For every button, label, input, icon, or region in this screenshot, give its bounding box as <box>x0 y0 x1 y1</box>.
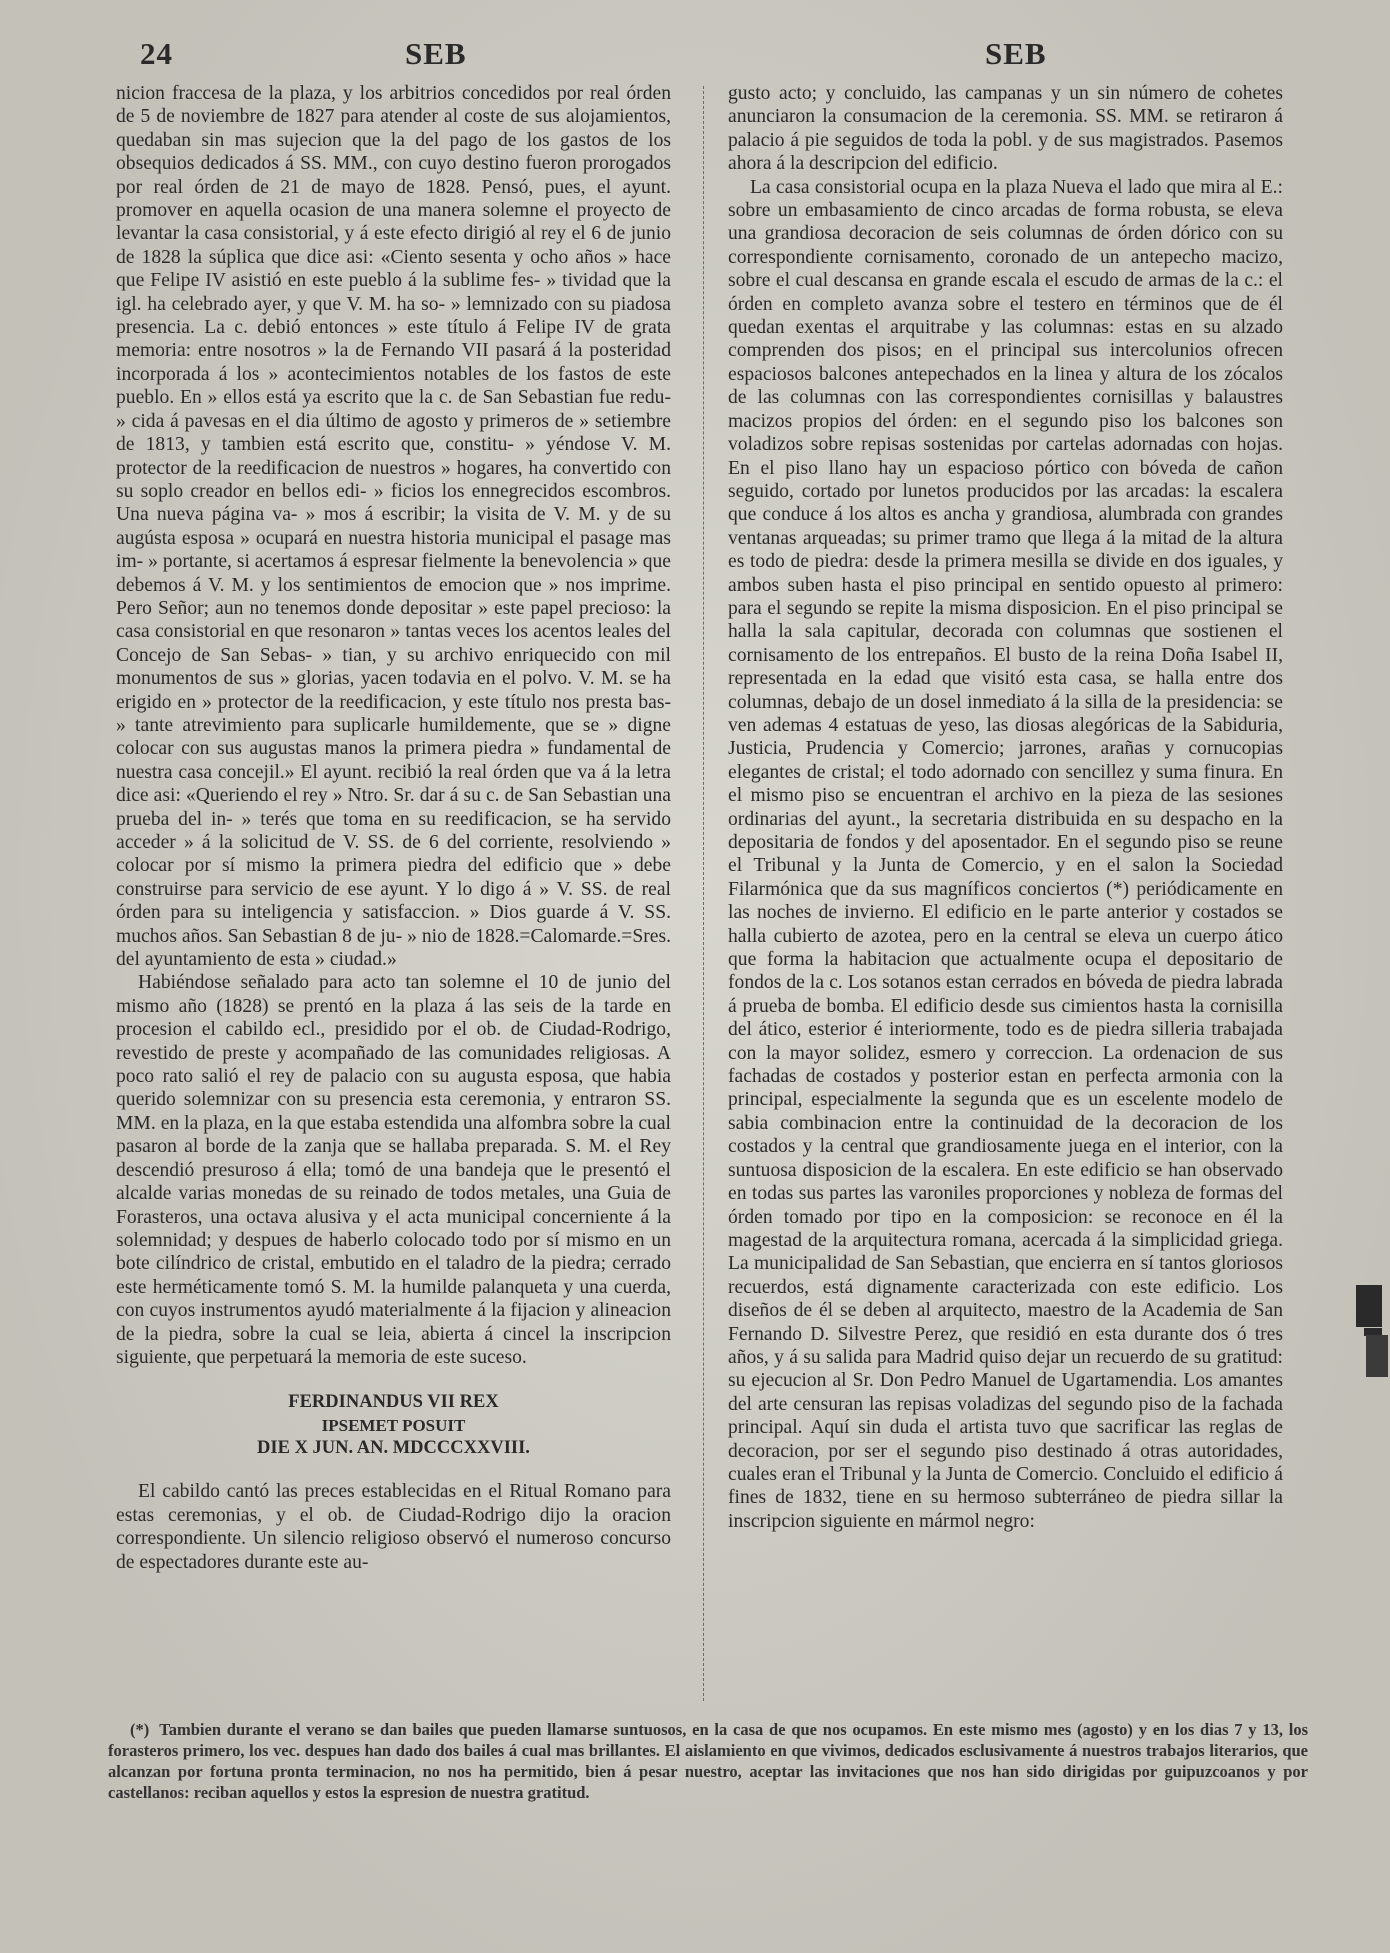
column-divider <box>703 86 704 1701</box>
left-paragraph-3: El cabildo cantó las preces establecidas en el Ritual Romano para estas ceremonias, y el ob. de Ciudad-Rodrigo dijo la oracion correspondiente. Un silencio religioso observó el numeroso concurso de espectadores durante este au- <box>116 1481 671 1573</box>
right-paragraph-1: gusto acto; y concluido, las campanas y un sin número de cohetes anunciaron la consumacion de la ceremonia. SS. MM. se retiraron á palacio á pie seguidos de toda la pobl. y de sus magistrados. Pasemos ahora á la descripcion del edificio. <box>728 83 1283 175</box>
right-paragraph-2: La casa consistorial ocupa en la plaza Nueva el lado que mira al E.: sobre un embasamiento de cinco arcadas de forma robusta, se eleva una grandiosa decoracion de seis columnas de órden dórico con su correspondiente cornisamento, coronado de un antepecho macizo, sobre el cual descansa en grande escala el escudo de armas de la c.: el órden en completo avanza sobre el testero en términos que de él quedan exentas el arquitrabe y las columnas: estas en su alzado comprenden dos pisos; en el principal sus intercolunios ofrecen espaciosos balcones antepechados en la linea y altura de los zócalos de las columnas con las correspondientes cornisillas y balaustres macizos propios del órden: en el segundo piso los balcones son voladizos sobre repisas sostenidas por cartelas adornadas con hojas. En el piso llano hay un espacioso pórtico con bóveda de cañon seguido, cortado por lunetos producidos por las arcadas: la escalera que conduce á los altos es ancha y grandiosa, alumbrada con grandes ventanas arqueadas; su primer tramo que llega á la mitad de la altura es todo de piedra: desde la primera mesilla se divide en dos iguales, y ambos suben hasta el piso principal en sentido opuesto al primero: para el segundo se repite la misma disposicion. En el piso principal se halla la sala capitular, decorada con columnas que sostienen el cornisamento de los entrepaños. El busto de la reina Doña Isabel II, representada en la edad que visitó esta casa, se halla entre dos columnas, debajo de un dosel inmediato á la silla de la presidencia: se ven ademas 4 estatuas de yeso, las diosas alegóricas de la Sabiduria, Justicia, Prudencia y Comercio; jarrones, arañas y cornucopias elegantes de cristal; el todo adornado con sencillez y suma finura. En el mismo piso se encuentran el archivo en la pieza de las sesiones ordinarias del ayunt., la secretaria distribuida en su despacho en la depositaria de fondos y del aposentador. En el segundo piso se reune el Tribunal y la Junta de Comercio, y en el salon la Sociedad Filarmónica que da sus magníficos conciertos (*) periódicamente en las noches de invierno. El edificio en le parte anterior y costados se halla cubierto de azotea, pero en la central se eleva un cuerpo ático que forma la habitacion que actualmente ocupa el depositario de fondos de la c. Los sotanos estan cerrados en bóveda de piedra labrada á prueba de bomba. El edificio desde sus cimientos hasta la cornisilla del ático, esterior é interiormente, todo es de piedra silleria trabajada con la mayor solidez, esmero y correccion. La ordenacion de sus fachadas de costados y posterior estan en perfecta armonia con la principal, especialmente la segunda que es un escelente modelo de sabia combinacion entre la continuidad de la decoracion de los costados y la central que grandiosamente juega en el interior, con la suntuosa disposicion de la escalera. En este edificio se han observado en todas sus partes las varoniles proporciones y nobleza de formas del órden tomado por tipo en la composicion: se reconoce en él la magestad de la arquitectura romana, acercada á la simplicidad griega. La municipalidad de San Sebastian, que encierra en sí tantos gloriosos recuerdos, está dignamente caracterizada con este edificio. Los diseños de él se deben al arquitecto, maestro de la Academia de San Fernando D. Silvestre Perez, que residió en esta durante dos ó tres años, y á su salida para Madrid quiso dejar un recuerdo de su gratitud: su ejecucion al Sr. Don Pedro Manuel de Ugartamendia. Los amantes del arte censuran las repisas voladizas del segundo piso de la fachada principal. Aquí sin duda el artista tuvo que sacrificar las reglas de decoracion, por ser el segundo piso destinado á otras autoridades, cuales eran el Tribunal y la Junta de Comercio. Concluido el edificio á fines de 1832, tiene en su hermoso subterráneo de piedra sillar la inscripcion siguiente en mármol negro: <box>728 176 1283 1532</box>
left-column <box>116 82 671 1700</box>
inscription-line-1: FERDINANDUS VII REX <box>288 1392 499 1413</box>
footnote-marker: (*) <box>130 1720 150 1739</box>
page-number: 24 <box>140 36 173 71</box>
footnote <box>108 1719 1308 1827</box>
inscription-line-2: IPSEMET POSUIT <box>321 1416 466 1436</box>
left-paragraph-1: nicion fraccesa de la plaza, y los arbitrios concedidos por real órden de 5 de noviembre de 1827 para atender al coste de sus alojamientos, quedaban sin mas sujecion que la del pago de los gastos de los obsequios dedicados á SS. MM., con cuyo destino fueron prorogados por real órden de 21 de mayo de 1828. Pensó, pues, el ayunt. promover en aquella ocasion de una manera solemne el proyecto de levantar la casa consistorial, y á este efecto dirigió al rey el 6 de junio de 1828 la súplica que dice asi: «Ciento sesenta y ocho años » hace que Felipe IV asistió en este pueblo á la sublime fes- » tividad que la igl. ha celebrado ayer, y que V. M. ha so- » lemnizado con su piadosa presencia. La c. debió entonces » este título á Felipe IV de grata memoria: entre nosotros » la de Fernando VII pasará á la posteridad incorporada á los » acontecimientos notables de los fastos de este pueblo. En » ellos está ya escrito que la c. de San Sebastian fue redu- » cida á pavesas en el dia último de agosto y primeros de » setiembre de 1813, y tambien está escrito que, constitu- » yéndose V. M. protector de la reedificacion de nuestros » hogares, ha convertido con su soplo creador en bellos edi- » ficios los ennegrecidos escombros. Una nueva página va- » mos á escribir; la visita de V. M. y de su augústa esposa » ocupará en nuestra historia municipal el pasage mas im- » portante, si acertamos á espresar fielmente la benevolencia » que debemos á V. M. y los sentimientos de emocion que » nos imprime. Pero Señor; aun no tenemos donde depositar » este papel precioso: la casa consistorial en que resonaron » tantas veces los acentos leales del Concejo de San Sebas- » tian, y su archivo enriquecido con mil monumentos de sus » glorias, yacen todavia en el polvo. V. M. se ha erigido en » protector de la reedificacion, y este título nos presta bas- » tante atrevimiento para suplicarle humildemente, que se » digne colocar con sus augustas manos la primera piedra » fundamental de nuestra casa concejil.» El ayunt. recibió la real órden que va á la letra dice asi: «Queriendo el rey » Ntro. Sr. dar á su c. de San Sebastian una prueba del in- » terés que toma en su reedificacion, se ha servido acceder » á la solicitud de V. SS. de 6 del corriente, resolviendo » colocar por sí mismo la primera piedra del edificio que » debe construirse para servicio de ese ayunt. Y lo digo á » V. SS. de real órden para su inteligencia y satisfaccion. » Dios guarde á V. SS. muchos años. San Sebastian 8 de ju- » nio de 1828.=Calomarde.=Sres. del ayuntamiento de esta » ciudad.» <box>116 83 671 971</box>
footnote-text: Tambien durante el verano se dan bailes que pueden llamarse suntuosos, en la casa de que nos ocupamos. En este mismo mes (agosto) y en los dias 7 y 13, los forasteros primero, los vec. despues han dado dos bailes á cual mas brillantes. El aislamiento en que vivimos, dedicados esclusivamente á nuestros trabajos literarios, que alcanzan por fortuna pronta terminacion, no nos ha permitido, bien á pesar nuestro, aceptar las invitaciones que nos han sido dirigidas por guipuzcoanos y por castellanos: reciban aquellos y estos la espresion de nuestra gratitud. <box>108 1720 1308 1802</box>
left-paragraph-2: Habiéndose señalado para acto tan solemne el 10 de junio del mismo año (1828) se prentó en la plaza á las seis de la tarde en procesion el cabildo ecl., presidido por el ob. de Ciudad-Rodrigo, revestido de preste y acompañado de las comunidades religiosas. A poco rato salió el rey de palacio con su augusta esposa, que habia querido solemnizar con su presencia esta ceremonia, y entraron SS. MM. en la plaza, en la que estaba estendida una alfombra sobre la cual pasaron al borde de la zanja que se hallaba preparada. S. M. el Rey descendió presuroso á ella; tomó de una bandeja que le presentó el alcalde varias monedas de su reinado de todos metales, una Guia de Forasteros, una octava alusiva y el acta municipal concerniente á la solemnidad; y despues de haberlo colocado todo por sí mismo en un bote cilíndrico de cristal, embutido en el taladro de la piedra; cerrado este herméticamente tomó S. M. la humilde palanqueta y una cuerda, con cuyos instrumentos ayudó materialmente á la fijacion y alineacion de la piedra, sobre la cual se leia, abierta á cincel la inscripcion siguiente, que perpetuará la memoria de este suceso. <box>116 972 671 1368</box>
running-head-left: SEB <box>405 36 467 71</box>
inscription <box>116 1391 671 1460</box>
right-column <box>728 82 1283 1700</box>
page-edge-artifact <box>1356 1285 1382 1327</box>
inscription-line-3: DIE X JUN. AN. MDCCCXXVIII. <box>257 1438 530 1459</box>
running-head-right: SEB <box>985 36 1047 71</box>
page-edge-artifact <box>1366 1335 1388 1377</box>
